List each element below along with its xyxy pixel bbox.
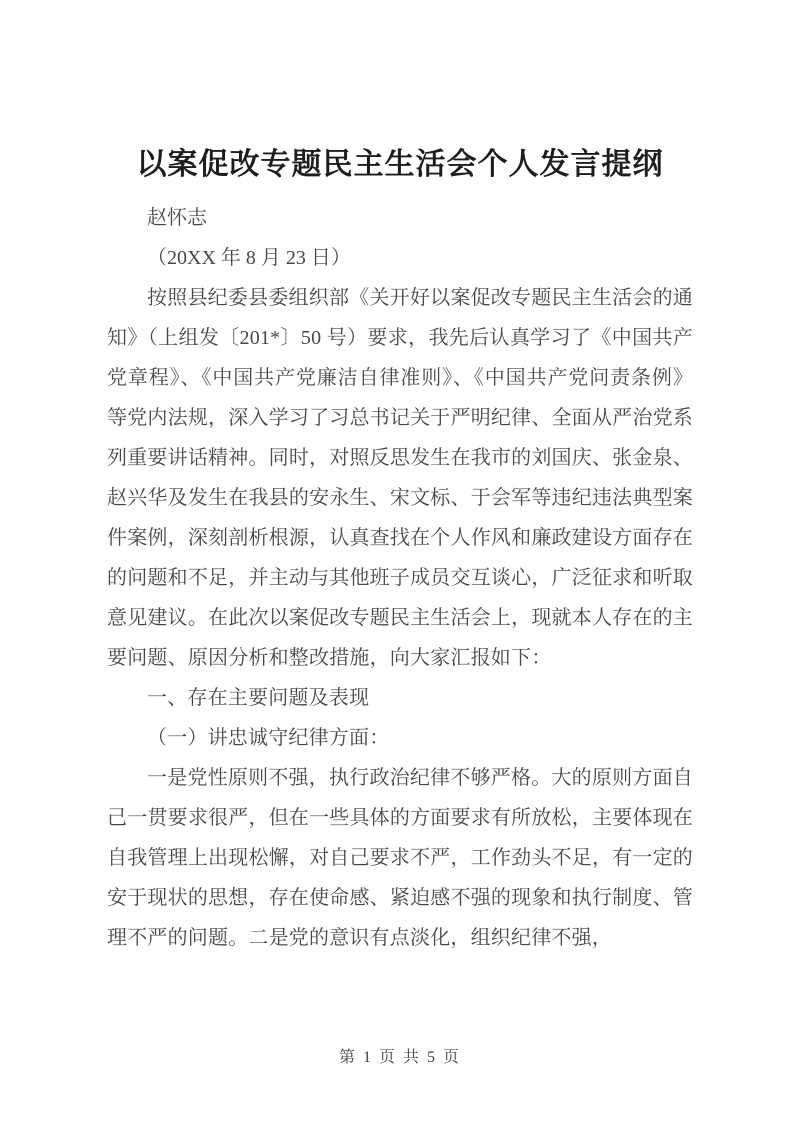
document-title: 以案促改专题民主生活会个人发言提纲 xyxy=(136,148,664,181)
author-line: 赵怀志 xyxy=(147,207,207,229)
subsection-heading: （一）讲忠诚守纪律方面： xyxy=(147,727,390,749)
body-paragraph-intro: 按照县纪委县委组织部《关开好以案促改专题民主生活会的通知》（上组发〔201*〕50 号）要求，我先后认真学习了《中国共产党章程》、《中国共产党廉洁自律准则》、《中国共产党问责条例》等党内法规，深入学习了习总书记关于严明纪律、全面从严治党系列重要讲话精神。同时，对照反思发生在我市的刘国庆、张金泉、赵兴华及发生在我县的安永生、宋文标、于会军等违纪违法典型案件案例，深刻剖析根源，认真查找在个人作风和廉政建设方面存在的问题和不足，并主动与其他班子成员交互谈心，广泛征求和听取意见建议。在此次以案促改专题民主生活会上，现就本人存在的主要问题、原因分析和整改措施，向大家汇报如下： xyxy=(107,287,693,669)
body-paragraph-problems: 一是党性原则不强，执行政治纪律不够严格。大的原则方面自己一贯要求很严，但在一些具体的方面要求有所放松，主要体现在自我管理上出现松懈，对自己要求不严，工作劲头不足，有一定的安于现状的思想，存在使命感、紧迫感不强的现象和执行制度、管理不严的问题。二是党的意识有点淡化，组织纪律不强， xyxy=(107,767,693,949)
page-number: 第 1 页 共 5 页 xyxy=(338,1049,461,1066)
section-heading: 一、存在主要问题及表现 xyxy=(147,687,370,709)
date-line: （20XX 年 8 月 23 日） xyxy=(147,247,351,269)
